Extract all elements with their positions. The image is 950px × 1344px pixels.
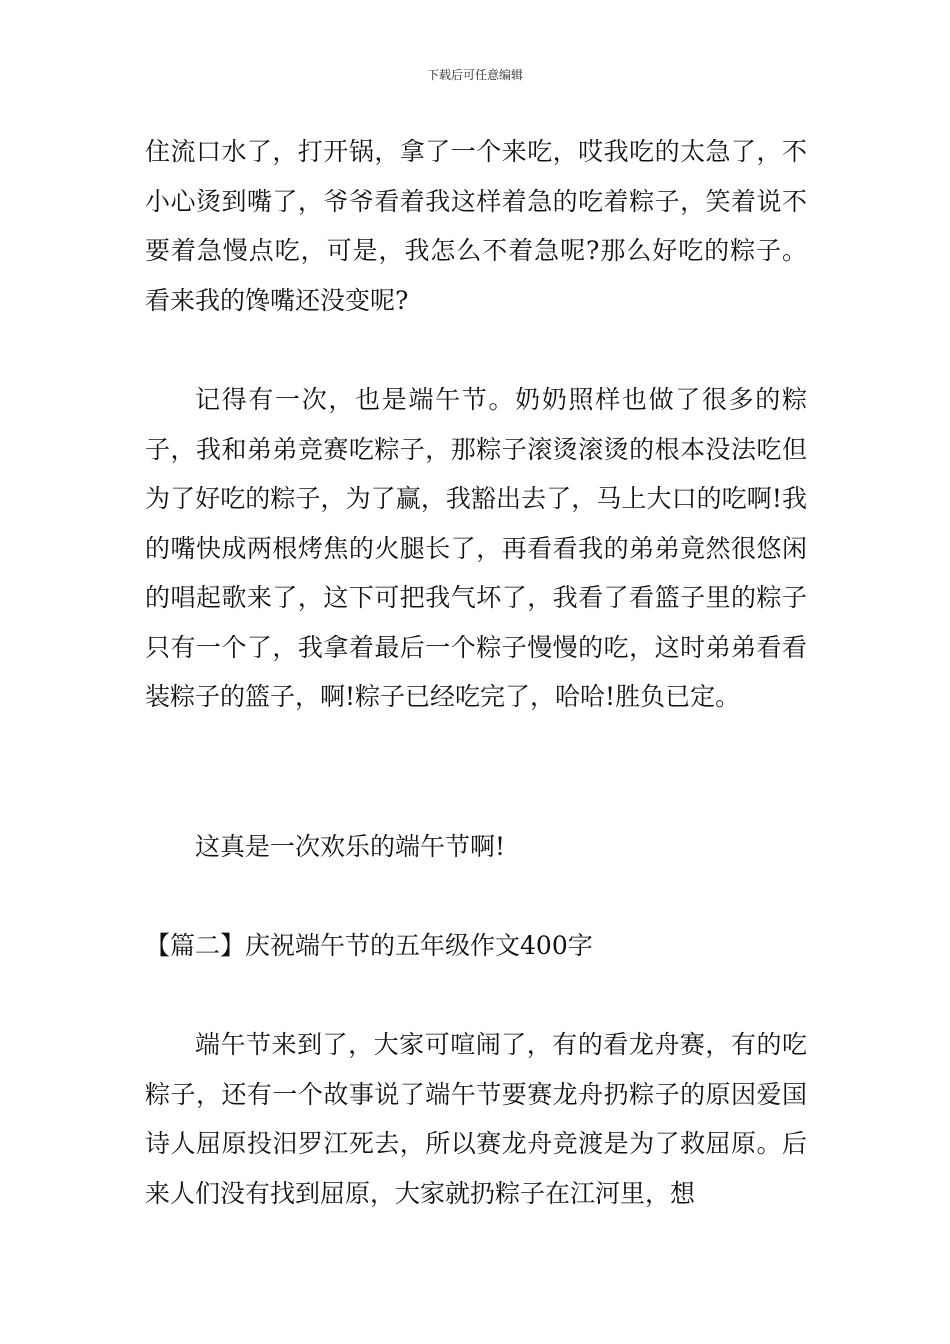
paragraph-text: 这真是一次欢乐的端午节啊! xyxy=(195,832,506,861)
paragraph-text: 记得有一次，也是端午节。奶奶照样也做了很多的粽子，我和弟弟竞赛吃粽子，那粽子滚烫滚烫的根本没法吃但为了好吃的粽子，为了赢，我豁出去了，马上大口的吃啊!我的嘴快成两根烤焦的火腿长了，再看看我的弟弟竟然很悠闲的唱起歌来了，这下可把我气坏了，我看了看篮子里的粽子只有一个了，我拿着最后一个粽子慢慢的吃，这时弟弟看看装粽子的篮子，啊!粽子已经吃完了，哈哈!胜负已定。 xyxy=(145,385,807,711)
section-heading-text: 【篇二】庆祝端午节的五年级作文400字 xyxy=(145,931,593,960)
page-header-watermark: 下载后可任意编辑 xyxy=(426,68,523,82)
paragraph-text: 端午节来到了，大家可喧闹了，有的看龙舟赛，有的吃粽子，还有一个故事说了端午节要赛龙舟扔粽子的原因爱国诗人屈原投汨罗江死去，所以赛龙舟竞渡是为了救屈原。后来人们没有找到屈原，大家就扔粽子在江河里，想 xyxy=(145,1030,807,1208)
paragraph-race xyxy=(145,375,807,722)
paragraph-continuation xyxy=(145,127,807,325)
paragraph-story xyxy=(145,1020,807,1218)
paragraph-text: 住流口水了，打开锅，拿了一个来吃，哎我吃的太急了，不小心烫到嘴了，爷爷看着我这样着急的吃着粽子，笑着说不要着急慢点吃，可是，我怎么不着急呢?那么好吃的粽子。看来我的馋嘴还没变呢? xyxy=(145,137,807,315)
section-heading xyxy=(145,921,807,971)
paragraph-conclusion xyxy=(145,822,807,872)
